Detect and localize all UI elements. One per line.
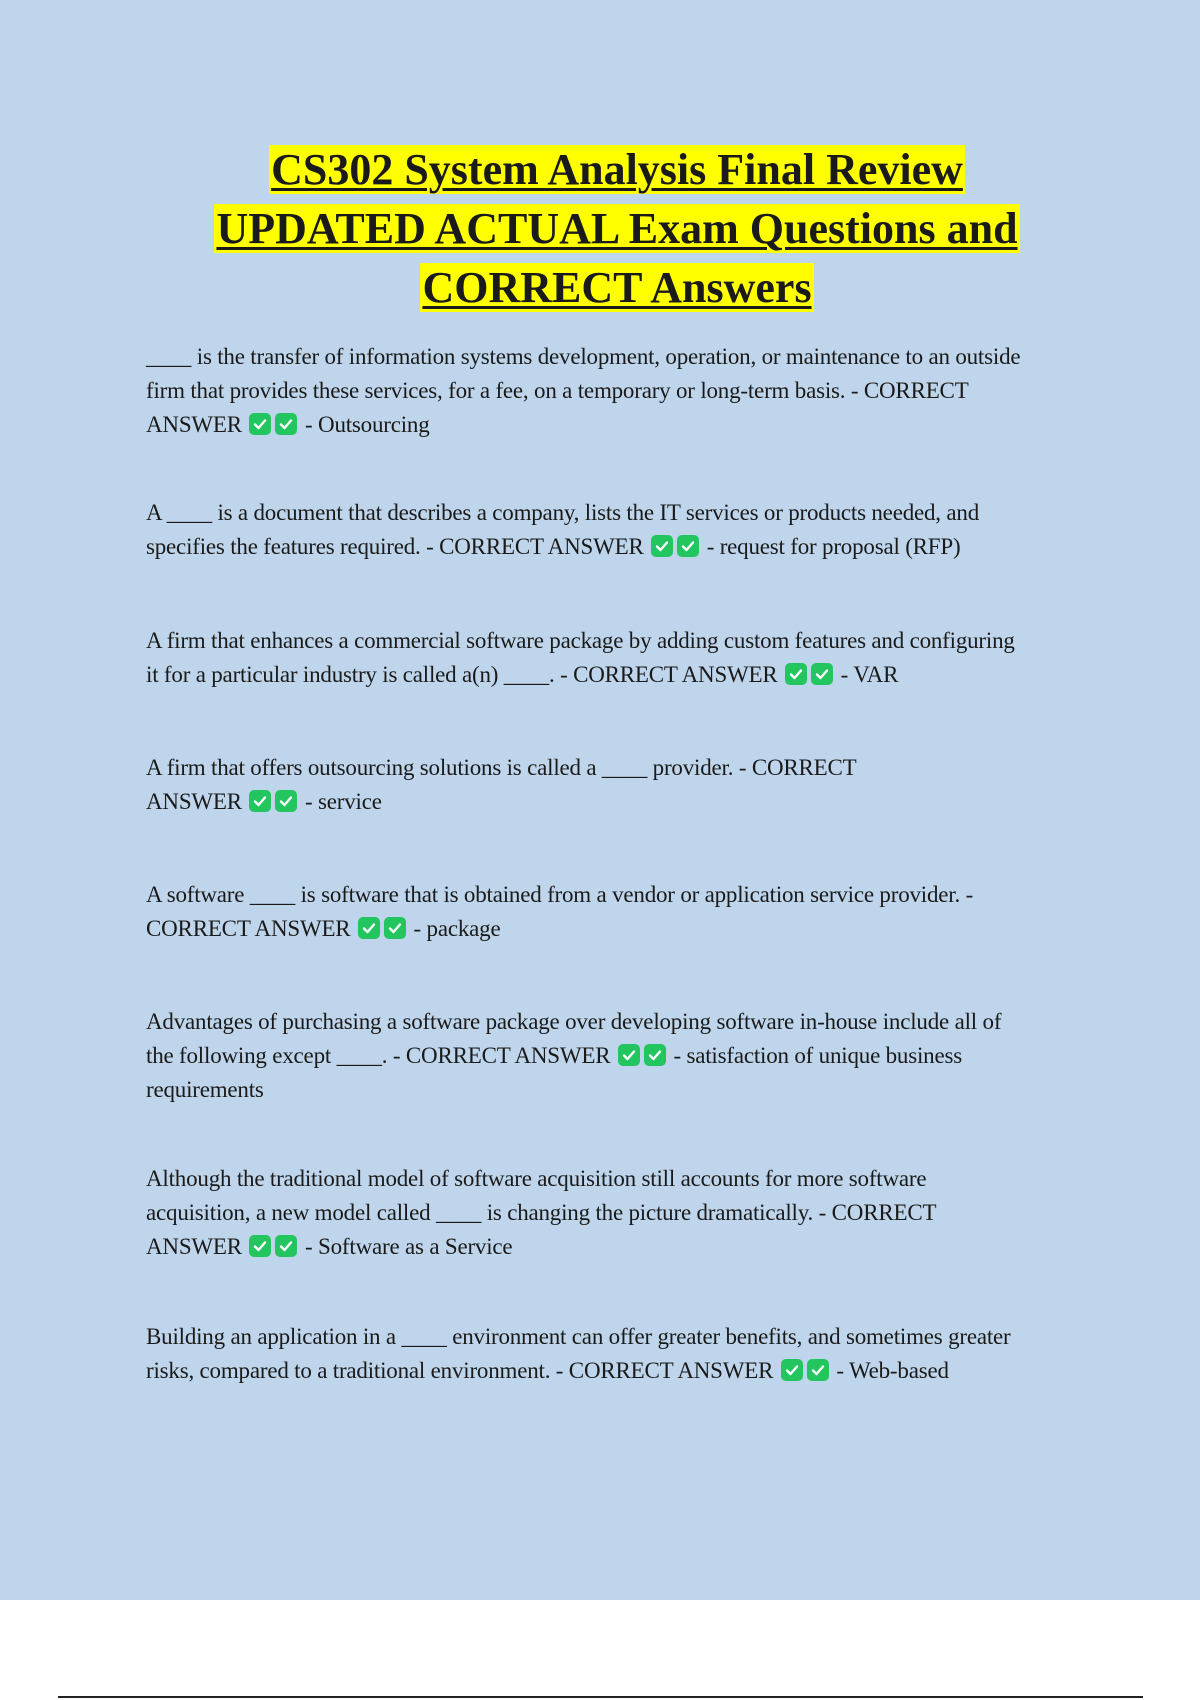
- check-mark-glyph: [252, 416, 268, 432]
- answer-line: [146, 530, 1091, 564]
- check-mark-glyph: [361, 920, 377, 936]
- check-mark-glyph: [810, 1362, 826, 1378]
- check-mark-glyph: [788, 666, 804, 682]
- question-line: Building an application in a ____ environment can offer greater benefits, and sometimes greater: [146, 1324, 1011, 1349]
- qa-item: [146, 496, 1091, 564]
- answer-continued: requirements: [146, 1077, 264, 1102]
- check-mark-button-icon: [781, 1359, 803, 1381]
- question-line: firm that provides these services, for a fee, on a temporary or long-term basis. - CORRECT: [146, 378, 969, 403]
- check-mark-button-icon: [644, 1044, 666, 1066]
- title-line: UPDATED ACTUAL Exam Questions and: [216, 204, 1018, 253]
- question-line: ANSWER: [146, 789, 248, 814]
- check-mark-button-icon: [275, 790, 297, 812]
- answer-line: [146, 658, 1091, 692]
- question-line: the following except ____. - CORRECT ANSWER: [146, 1043, 616, 1068]
- qa-item: [146, 624, 1091, 692]
- question-line: CORRECT ANSWER: [146, 916, 356, 941]
- check-mark-glyph: [680, 538, 696, 554]
- question-line: A firm that enhances a commercial software package by adding custom features and configuring: [146, 628, 1015, 653]
- qa-item: [146, 751, 1091, 819]
- answer-line: [146, 912, 1091, 946]
- check-mark-glyph: [278, 793, 294, 809]
- qa-item: [146, 340, 1091, 442]
- qa-item: [146, 878, 1091, 946]
- check-mark-button-icon: [358, 917, 380, 939]
- answer-line: [146, 1230, 1091, 1264]
- answer-text: - package: [408, 916, 501, 941]
- check-mark-glyph: [278, 416, 294, 432]
- answer-text: - request for proposal (RFP): [701, 534, 961, 559]
- question-line: ANSWER: [146, 1234, 248, 1259]
- check-mark-button-icon: [249, 413, 271, 435]
- qa-item: [146, 1005, 1091, 1107]
- document-title: [0, 140, 1200, 317]
- check-mark-glyph: [784, 1362, 800, 1378]
- answer-text: - VAR: [835, 662, 899, 687]
- answer-line: [146, 1039, 1091, 1073]
- footer-divider: [58, 1696, 1143, 1698]
- question-line: A ____ is a document that describes a company, lists the IT services or products needed, and: [146, 500, 980, 525]
- answer-text: - Outsourcing: [299, 412, 430, 437]
- question-line: Advantages of purchasing a software package over developing software in-house include all of: [146, 1009, 1002, 1034]
- answer-line: [146, 785, 1091, 819]
- check-mark-button-icon: [384, 917, 406, 939]
- question-line: specifies the features required. - CORRECT ANSWER: [146, 534, 650, 559]
- check-mark-glyph: [252, 793, 268, 809]
- question-line: Although the traditional model of software acquisition still accounts for more software: [146, 1166, 927, 1191]
- check-mark-button-icon: [807, 1359, 829, 1381]
- check-mark-button-icon: [618, 1044, 640, 1066]
- check-mark-glyph: [647, 1047, 663, 1063]
- answer-text: - Web-based: [830, 1358, 949, 1383]
- answer-line: [146, 408, 1091, 442]
- check-mark-glyph: [814, 666, 830, 682]
- question-line: A software ____ is software that is obtained from a vendor or application service provider. -: [146, 882, 974, 907]
- check-mark-glyph: [654, 538, 670, 554]
- check-mark-button-icon: [677, 535, 699, 557]
- answer-line: [146, 1354, 1091, 1388]
- check-mark-button-icon: [275, 413, 297, 435]
- answer-text: - Software as a Service: [299, 1234, 513, 1259]
- check-mark-button-icon: [651, 535, 673, 557]
- check-mark-glyph: [621, 1047, 637, 1063]
- check-mark-glyph: [387, 920, 403, 936]
- answer-text: - satisfaction of unique business: [667, 1043, 962, 1068]
- question-line: it for a particular industry is called a(n) ____. - CORRECT ANSWER: [146, 662, 784, 687]
- qa-item: [146, 1162, 1091, 1264]
- title-line: CORRECT Answers: [422, 263, 812, 312]
- check-mark-glyph: [278, 1238, 294, 1254]
- question-line: risks, compared to a traditional environment. - CORRECT ANSWER: [146, 1358, 779, 1383]
- title-line: CS302 System Analysis Final Review: [271, 145, 963, 194]
- question-line: acquisition, a new model called ____ is changing the picture dramatically. - CORRECT: [146, 1200, 937, 1225]
- answer-text: - service: [299, 789, 382, 814]
- check-mark-button-icon: [249, 790, 271, 812]
- check-mark-glyph: [252, 1238, 268, 1254]
- question-line: ____ is the transfer of information systems development, operation, or maintenance to an outside: [146, 344, 1021, 369]
- check-mark-button-icon: [811, 663, 833, 685]
- question-line: A firm that offers outsourcing solutions is called a ____ provider. - CORRECT: [146, 755, 857, 780]
- question-line: ANSWER: [146, 412, 248, 437]
- check-mark-button-icon: [785, 663, 807, 685]
- check-mark-button-icon: [275, 1235, 297, 1257]
- qa-item: [146, 1320, 1091, 1388]
- check-mark-button-icon: [249, 1235, 271, 1257]
